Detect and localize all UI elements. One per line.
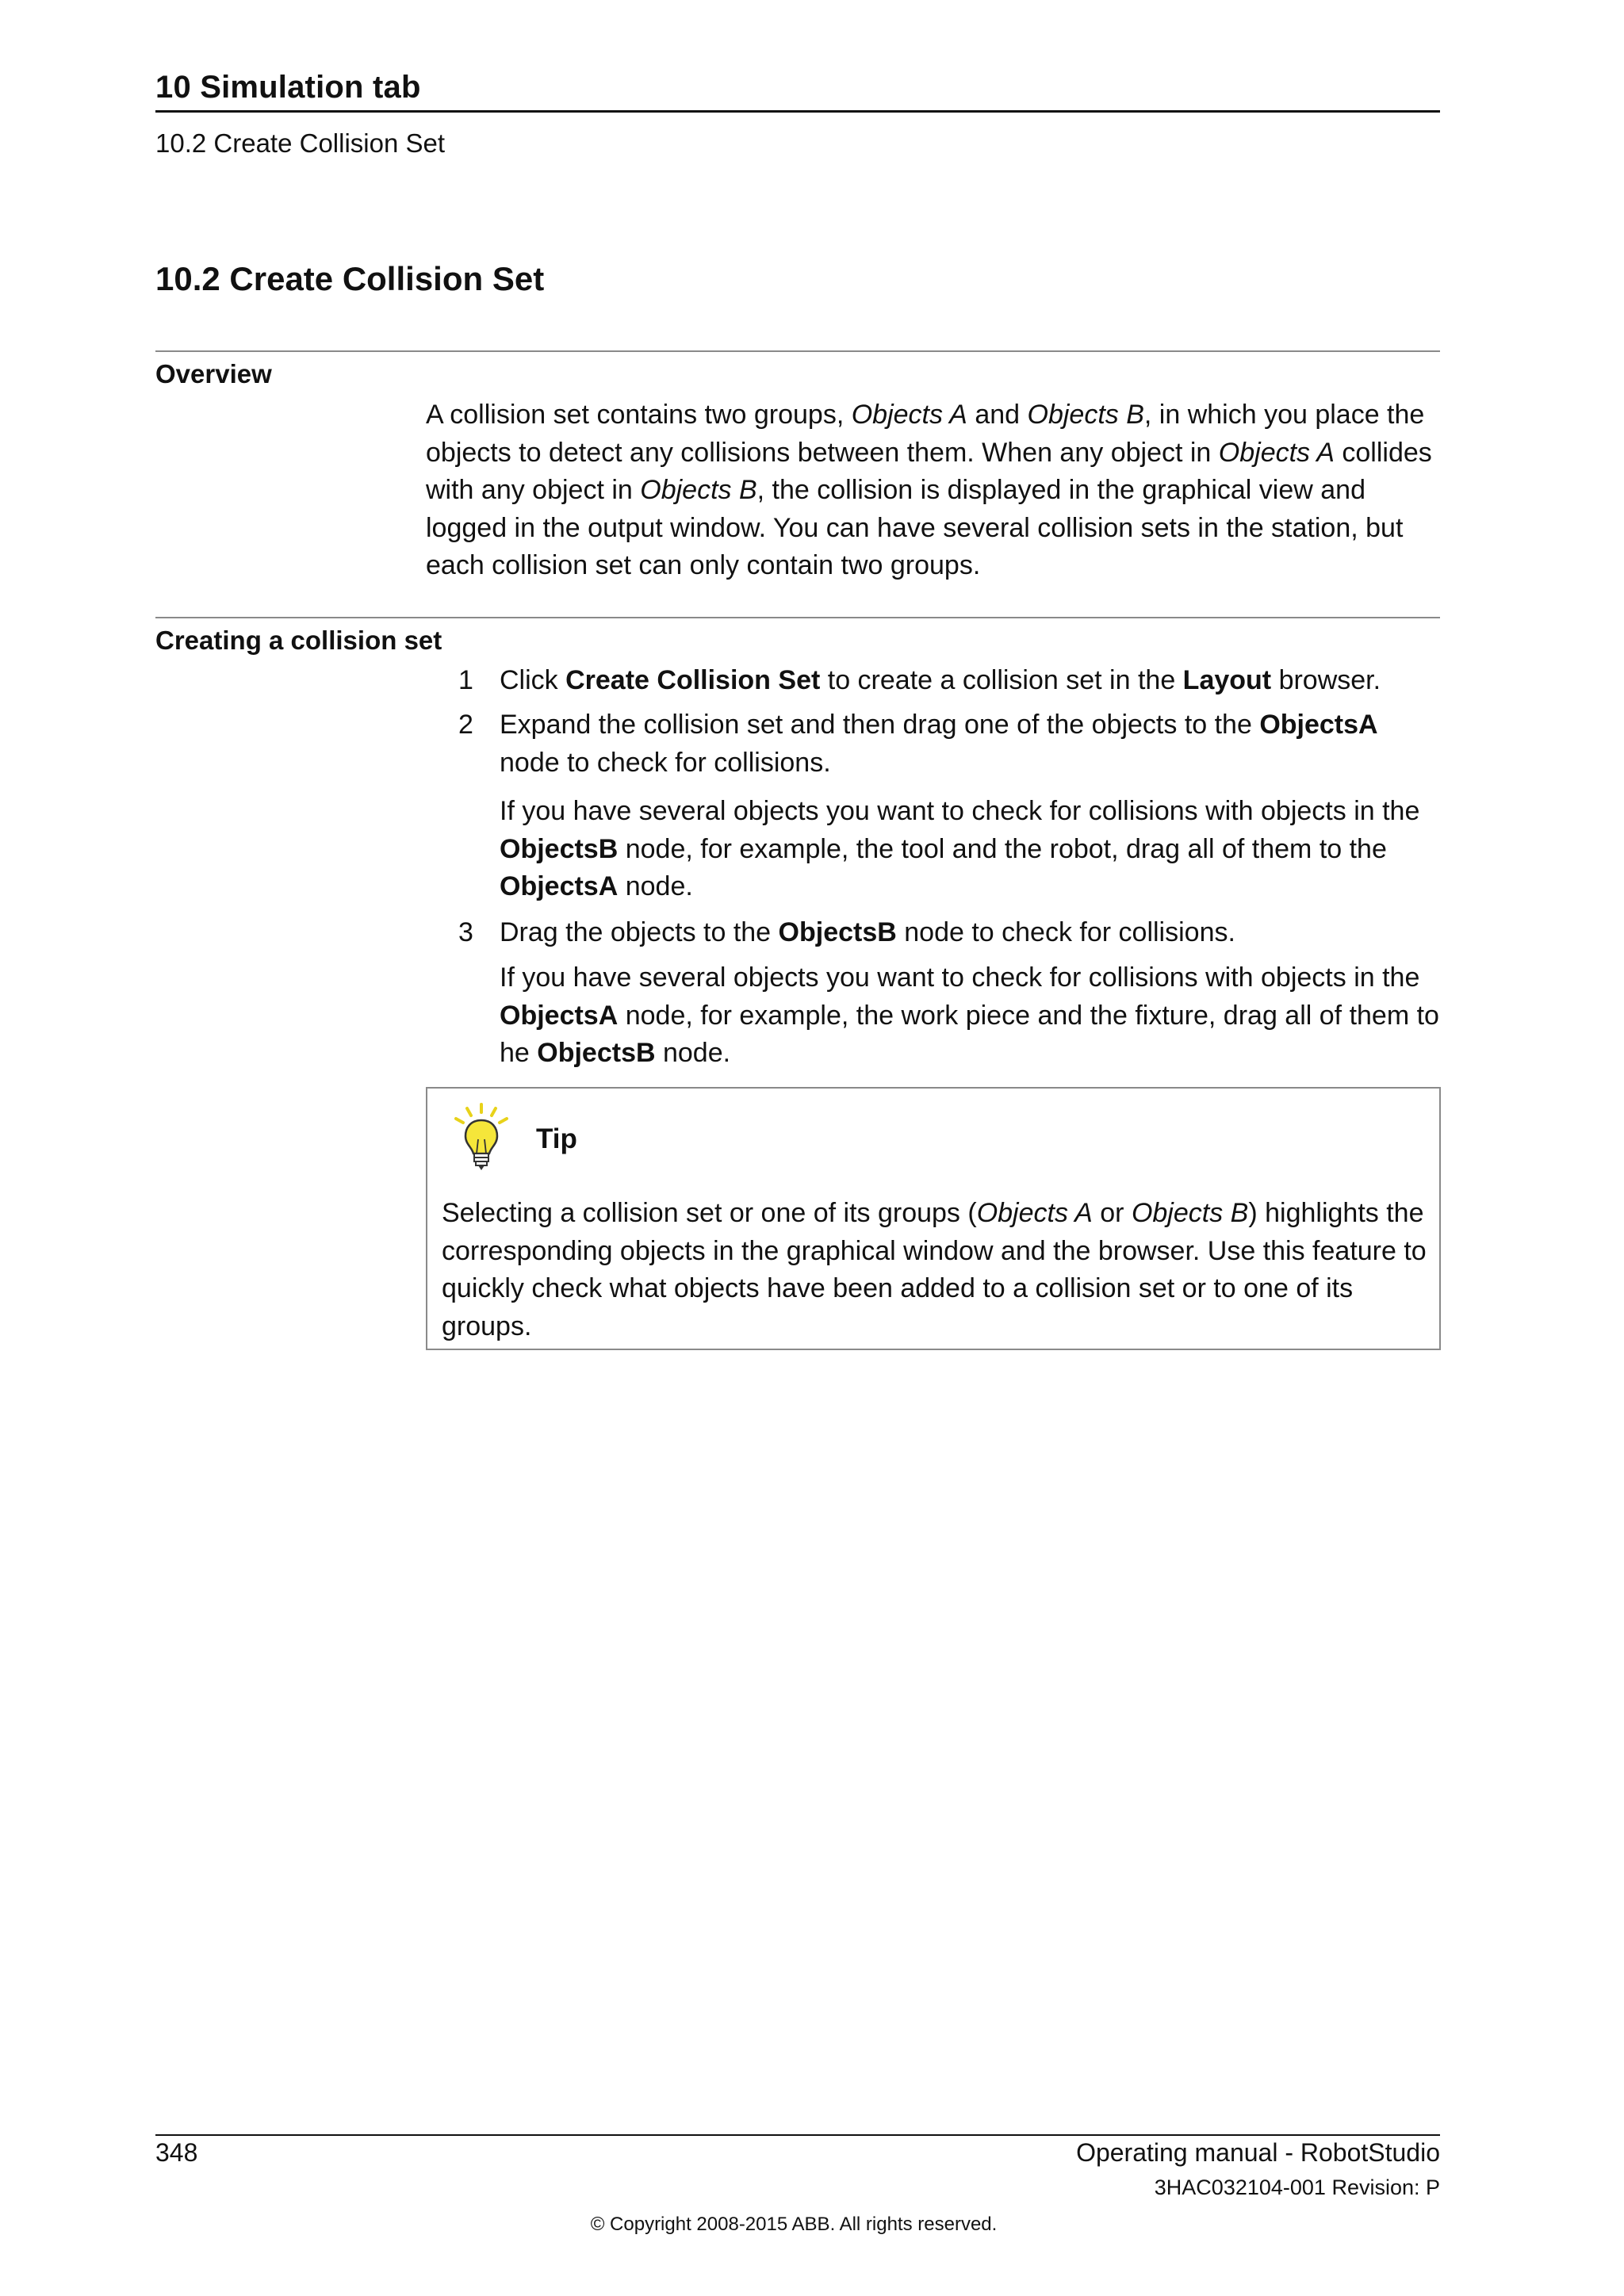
objects-b-term: Objects B [640,475,757,505]
objectsb-term: ObjectsB [500,833,619,864]
document-id: 3HAC032104-001 Revision: P [1154,2175,1440,2199]
step-text: Expand the collision set and then drag one of the objects to the ObjectsA node to check for collisions. [500,710,1378,778]
step-number: 3 [458,917,473,947]
creating-heading: Creating a collision set [155,626,442,655]
overview-text-5: , the collision is displayed in the graphical view and logged in the output window. You can have several collision sets in the station, but each collision set can only contain two groups. [426,475,1404,580]
tip-text: Selecting a collision set or one of its groups (Objects A or Objects B) highlights the corresponding objects in the graphical window and the browser. Use this feature to quickly check what objects have been added to a collision set or to one of its groups. [442,1198,1427,1341]
overview-heading: Overview [155,359,272,388]
layout-term: Layout [1182,665,1272,695]
objectsa-term: ObjectsA [500,1000,619,1031]
step-note-text: If you have several objects you want to check for collisions with objects in the ObjectsB node, for example, the tool and the robot, drag all of them to the ObjectsA node. [500,796,1420,901]
overview-paragraph [426,396,1441,585]
objectsb-term: ObjectsB [778,917,897,947]
section-title: 10.2 Create Collision Set [155,260,545,297]
step-number: 1 [458,665,473,695]
manual-title: Operating manual - RobotStudio [1076,2138,1440,2167]
creating-rule [155,617,1440,618]
lightbulb-icon [450,1103,513,1174]
objects-a-term: Objects A [851,400,967,430]
overview-text-3: , in which you place the objects to detect any collisions between them. When any object in [426,400,1425,468]
step-text: Click Create Collision Set to create a collision set in the Layout browser. [500,665,1381,695]
tip-label: Tip [536,1123,577,1154]
objects-a-term: Objects A [976,1198,1093,1228]
objects-b-term: Objects B [1027,400,1144,430]
objectsb-term: ObjectsB [537,1038,656,1068]
objectsa-term: ObjectsA [500,871,619,901]
page-number: 348 [155,2138,198,2167]
running-section-title: 10.2 Create Collision Set [155,128,446,158]
step-text: Drag the objects to the ObjectsB node to check for collisions. [500,917,1235,947]
overview-rule [155,350,1440,352]
overview-text-1: A collision set contains two groups, [426,400,852,430]
copyright-notice: © Copyright 2008-2015 ABB. All rights reserved. [590,2214,998,2235]
header-rule [155,110,1440,113]
create-collision-set-term: Create Collision Set [565,665,821,695]
tip-box [426,1087,1441,1350]
step-note-text: If you have several objects you want to check for collisions with objects in the ObjectsA node, for example, the work piece and the fixture, drag all of them to he ObjectsB node. [500,962,1439,1068]
overview-text-2: and [967,400,1028,430]
objects-a-term: Objects A [1218,437,1335,468]
objects-b-term: Objects B [1131,1198,1249,1228]
step-number: 2 [458,710,473,740]
chapter-title: 10 Simulation tab [155,70,421,105]
objectsa-term: ObjectsA [1259,710,1378,740]
overview-text-4: collides with any object in [426,437,1432,505]
footer-rule [155,2134,1440,2136]
